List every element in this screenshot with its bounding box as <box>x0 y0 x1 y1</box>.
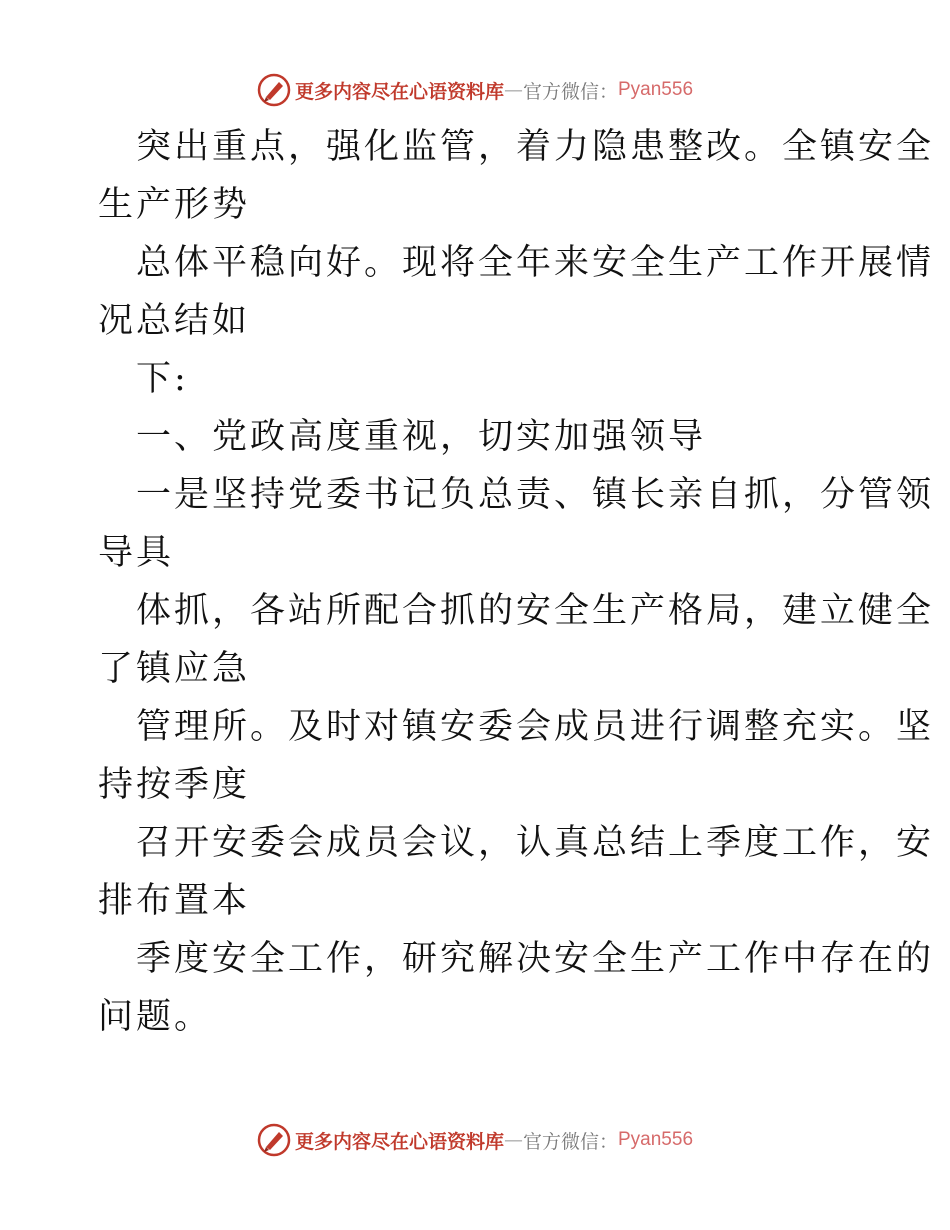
section-heading: 一、党政高度重视，切实加强领导 <box>136 417 707 457</box>
watermark-dash: — <box>503 1129 523 1151</box>
footer-watermark <box>0 1120 950 1160</box>
text-line: 管理所。及时对镇安委会成员进行调整充实。坚 <box>136 707 935 747</box>
watermark-title: 更多内容尽在心语资料库 <box>294 1130 504 1153</box>
text-line: 下: <box>136 359 189 399</box>
watermark-dash: — <box>503 79 523 101</box>
watermark-wechat-id: Pyan556 <box>618 1129 694 1150</box>
text-line: 突出重点，强化监管，着力隐患整改。全镇安全 <box>136 127 935 167</box>
text-line: 季度安全工作，研究解决安全生产工作中存在的 <box>136 939 935 979</box>
pen-logo-icon <box>257 73 291 107</box>
header-watermark <box>0 70 950 110</box>
watermark-wechat-id: Pyan556 <box>618 79 694 100</box>
text-line: 况总结如 <box>98 301 251 341</box>
text-line: 总体平稳向好。现将全年来安全生产工作开展情 <box>136 243 935 283</box>
text-line: 持按季度 <box>98 765 251 805</box>
document-body <box>98 118 935 1046</box>
pen-logo-icon <box>257 1123 291 1157</box>
text-line: 导具 <box>98 533 175 573</box>
text-line: 一是坚持党委书记负总责、镇长亲自抓，分管领 <box>136 475 935 515</box>
text-line: 体抓，各站所配合抓的安全生产格局，建立健全 <box>136 591 935 631</box>
watermark-title: 更多内容尽在心语资料库 <box>294 80 504 103</box>
text-line: 排布置本 <box>98 881 251 921</box>
text-line: 了镇应急 <box>98 649 251 689</box>
watermark-label: 官方微信： <box>522 1130 618 1153</box>
text-line: 问题。 <box>98 997 213 1037</box>
text-line: 生产形势 <box>98 185 251 225</box>
watermark-label: 官方微信： <box>522 80 618 103</box>
text-line: 召开安委会成员会议，认真总结上季度工作，安 <box>136 823 935 863</box>
